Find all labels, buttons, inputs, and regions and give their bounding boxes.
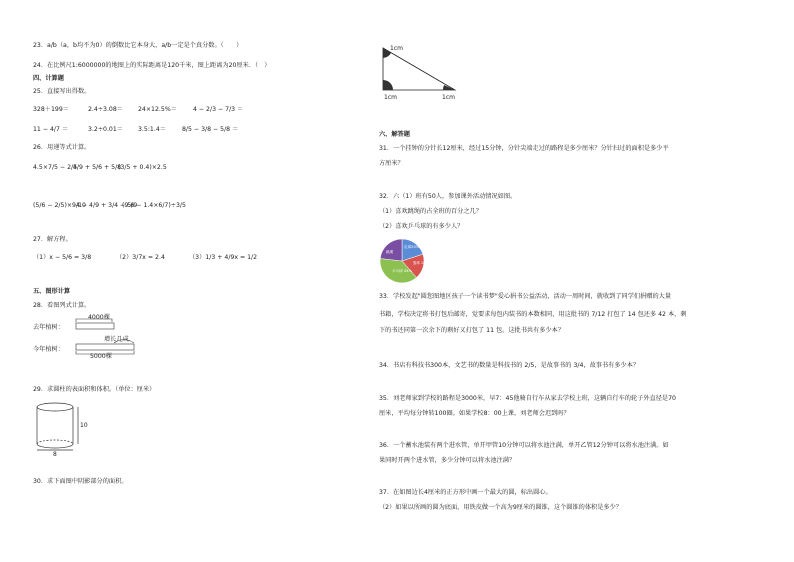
calc-7: 4 − 2/3 − 7/3 ＝ [193,106,244,113]
question-33-line2: 书籍，学校决定将书打包后邮寄，觉要求每包内装书的本数相同，用这批书的 7/12 打包了 14 包还多 42 本，剩 [379,311,687,318]
section-4-title: 四、计算题 [33,75,64,82]
tri-label-top: 1cm [390,45,403,52]
section-5-title: 五、图形计算 [33,288,71,295]
tri-label-bottom-right: 1cm [442,94,455,101]
section-6-title: 六、解答题 [379,131,410,138]
calc-8: 8/5 − 3/8 − 5/8 ＝ [182,126,239,133]
bar-bottom-value: 5000棵 [90,353,112,360]
pie-label-rope: 跳绳 [386,250,394,254]
question-36-line2: 果同时开两个进水管，多少分钟可以将水池注满？ [379,457,516,464]
question-23: 23．a/b（a，b均不为0）的倒数比它本身大，a/b一定是个真分数。（ ） [33,42,243,49]
question-37: 37．在如图边长4厘米的正方形中画一个最大的圆，标出圆心。 [379,489,552,496]
question-35-line1: 35．刘老师家到学校的路程是3000米，早7：45他骑自行车从家去学校上班，这辆自行车的轮子外直径是70 [379,395,676,402]
tri-label-bottom-left: 1cm [384,94,397,101]
pie-label-basketball: 篮球 18% [413,261,429,265]
question-33-line1: 33．学校发起"圆您图地区孩子一个读书梦"爱心捐书公益活动，活动一周时间，就收到了同学们捐赠的大量 [379,293,672,300]
calc-5: 3.2÷0.01＝ [88,126,123,133]
bar-growth-label: 增长几成 [104,336,129,343]
expr-3: (3/5 + 0.4)×2.5 [118,164,167,171]
question-33-line3: 下的书还同第一次余下的剩好又打包了 11 包。这批书共有多少本？ [379,327,565,334]
question-31-line1: 31．一个挂钟的分针长12厘米，经过15分钟，分针尖端走过的路程是多少厘米？分针扫过的面积是多少平 [379,145,669,152]
question-30: 30．求下面图中阴影部分的面积。 [33,478,128,485]
bar-label-this-year: 今年植树： [33,346,64,353]
calc-4: 11 − 4/7 ＝ [33,126,69,133]
bar-label-last-year: 去年植树： [33,324,64,331]
cyl-height-label: 10 [80,422,88,429]
calc-3: 24×12.5%＝ [138,106,177,113]
cyl-diameter-label: 8 [53,451,57,458]
question-24: 24．在比例尺1:6000000的地图上的实际距离是120千米，图上距离为20厘米．（ ） [33,62,271,69]
expr-5: 4 − 4/9 + 3/4 − 5/9 [76,202,138,209]
question-37-part2: （2）如果以所画的圆为底面，用铁皮做一个高为9厘米的圆锥，这个圆锥的体积是多少？ [379,504,622,511]
question-32-part1: （1）喜欢跳绳的占全班的百分之几？ [379,208,482,215]
question-25: 25．直接写出得数。 [33,88,91,95]
calc-2: 2.4÷3.08＝ [88,106,123,113]
expr-2: 4/9 + 5/6 + 5/8 [73,164,122,171]
expr-6: (9.6 − 1.4×6/7)÷3/5 [122,202,186,209]
bar-top-value: 4000棵 [88,314,110,321]
question-36-line1: 36．一个蓄水池装有两个进水管，单开甲管10分钟可以将水池注满，单开乙管12分钟可以将水池注满。如 [379,442,669,449]
question-31-line2: 方厘米？ [379,160,404,167]
question-35-line2: 厘米，平均每分钟转100圈。如果学校8：00上课，刘老师会迟到吗？ [379,410,570,417]
question-32-part2: （2）喜欢乒乓球的有多少人？ [379,223,464,230]
equation-3: （3）1/3 + 4/9x = 1/2 [189,254,258,261]
calc-6: 3.5:1.4＝ [138,126,166,133]
question-34: 34．书店有科技书300本，文艺书的数量是科技书的 2/5，是故事书的 3/4，故事书有多少本？ [379,362,640,369]
pie-label-pingpong: 乒乓球 44% [392,269,412,273]
equation-2: （2）3/7x = 2.4 [116,254,165,261]
question-32: 32．六（1）班有50人，参加课外活动情况如图。 [379,193,517,200]
question-29: 29．求圆柱的表面积和体积。（单位：厘米） [33,386,156,393]
question-27: 27．解方程。 [33,236,72,243]
calc-1: 328＋199＝ [33,106,69,113]
expr-4: (5/6 − 2/5)×9/10 [33,202,86,209]
equation-1: （1）x − 5/6 = 3/8 [33,254,92,261]
question-28: 28．看图列式计算。 [33,302,91,309]
question-26: 26．用递等式计算。 [33,144,91,151]
expr-1: 4.5×7/5 − 2/5 [33,164,78,171]
pie-label-football: 足球20% [404,245,420,249]
